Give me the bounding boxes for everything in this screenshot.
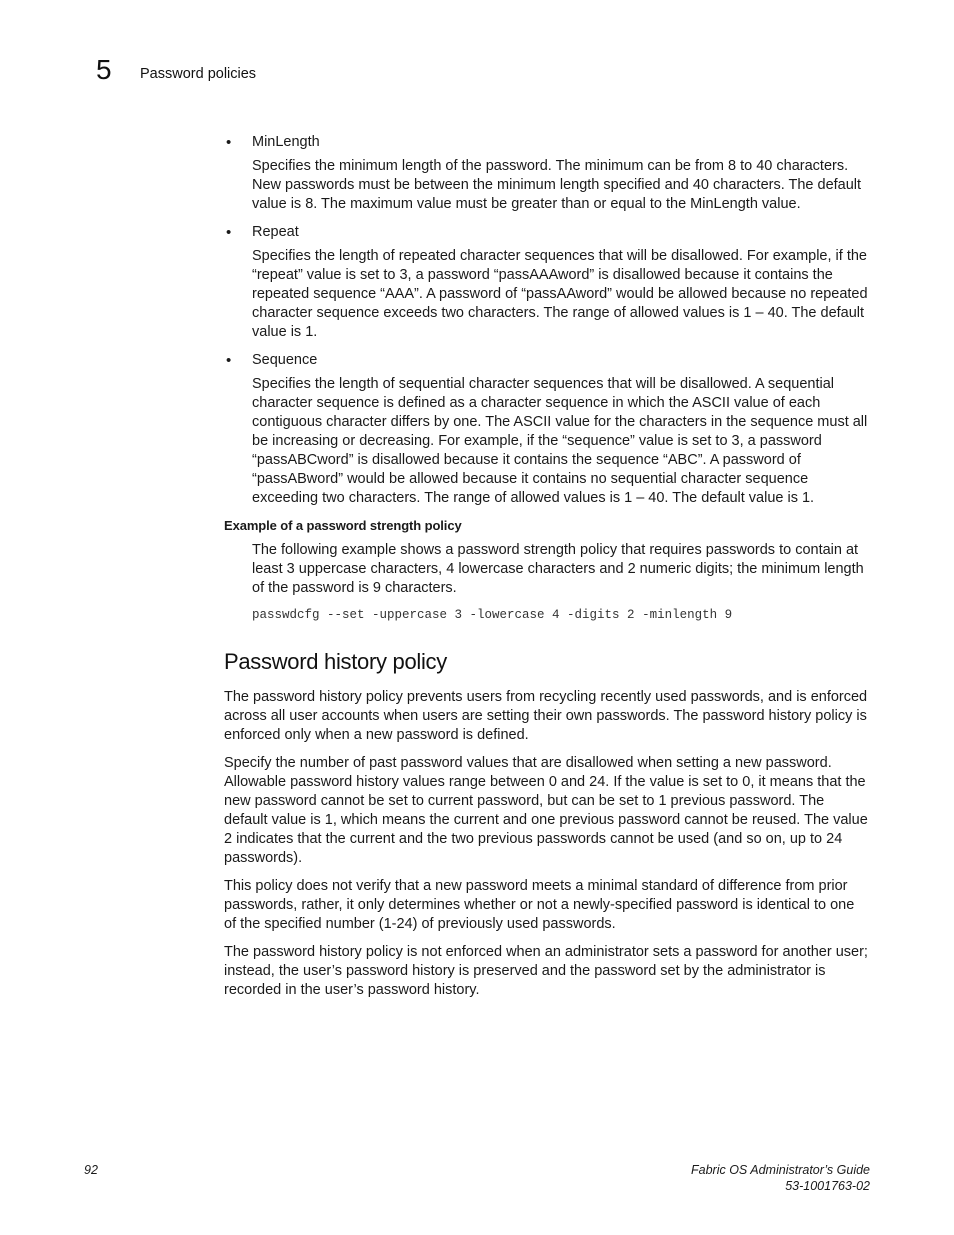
- bullet-icon: •: [226, 352, 232, 369]
- bullet-icon: •: [226, 134, 232, 151]
- bullet-minlength: [224, 133, 870, 152]
- guide-title: Fabric OS Administrator’s Guide: [691, 1163, 870, 1177]
- bullet-description: Specifies the length of repeated character sequences that will be disallowed. For example, if the “repeat” value is set to 3, a password “passAAAword” is disallowed because it contains the repeated sequence “AAA”. A password of “passAAword” would be allowed because no repeated character sequence exceeds two characters. The range of allowed values is 1 – 40. The default value is 1.: [252, 248, 868, 340]
- section-title: Password history policy: [224, 649, 447, 674]
- code-example: passwdcfg --set -uppercase 3 -lowercase 4 -digits 2 -minlength 9: [252, 608, 733, 622]
- paragraph: The password history policy is not enforced when an administrator sets a password for another user; instead, the user’s password history is preserved and the password set by the administrator is recorded in the user’s password history.: [224, 944, 868, 998]
- bullet-icon: •: [226, 224, 232, 241]
- footer-doc-info: [691, 1162, 870, 1194]
- paragraph: This policy does not verify that a new password meets a minimal standard of difference from prior passwords, rather, it only determines whether or not a newly-specified password is identical to one of the specified number (1-24) of previously used passwords.: [224, 878, 855, 932]
- example-heading: Example of a password strength policy: [224, 518, 462, 533]
- paragraph: The password history policy prevents users from recycling recently used passwords, and is enforced across all user accounts when users are setting their own passwords. The password history policy is enforced only when a new password is defined.: [224, 689, 868, 743]
- bullet-term: Repeat: [252, 224, 299, 240]
- bullet-sequence: [224, 351, 870, 370]
- bullet-description: Specifies the minimum length of the password. The minimum can be from 8 to 40 characters. New passwords must be between the minimum length specified and 40 characters. The default value is 8. The maximum value must be greater than or equal to the MinLength value.: [252, 158, 862, 212]
- page-content: [224, 133, 870, 1009]
- running-header-section: Password policies: [140, 66, 257, 82]
- example-text: The following example shows a password strength policy that requires passwords to contain at least 3 uppercase characters, 4 lowercase characters and 2 numeric digits; the minimum length of the password is 9 characters.: [252, 542, 864, 596]
- doc-number: 53-1001763-02: [785, 1179, 870, 1193]
- bullet-description: Specifies the length of sequential character sequences that will be disallowed. A sequential character sequence is defined as a character sequence in which the ASCII value of each contiguous character differs by one. The ASCII value for the characters in the sequence must all be increasing or decreasing. For example, if the “sequence” value is set to 3, a password “passABCword” is disallowed because it contains the sequence “ABC”. A password of “passABword” would be allowed because it contains no sequential character sequence exceeding two characters. The range of allowed values is 1 – 40. The default value is 1.: [252, 376, 868, 506]
- bullet-repeat: [224, 223, 870, 242]
- chapter-number: 5: [96, 54, 112, 85]
- paragraph: Specify the number of past password values that are disallowed when setting a new password. Allowable password history values range between 0 and 24. If the value is set to 0, it means that the new password cannot be set to current password, but can be set to 1 previous password. The default value is 1, which means the current and one previous password cannot be reused. The value 2 indicates that the current and the two previous passwords cannot be used (and so on, up to 24 passwords).: [224, 755, 868, 866]
- page-number: 92: [84, 1163, 98, 1177]
- bullet-term: MinLength: [252, 134, 320, 150]
- bullet-term: Sequence: [252, 352, 318, 368]
